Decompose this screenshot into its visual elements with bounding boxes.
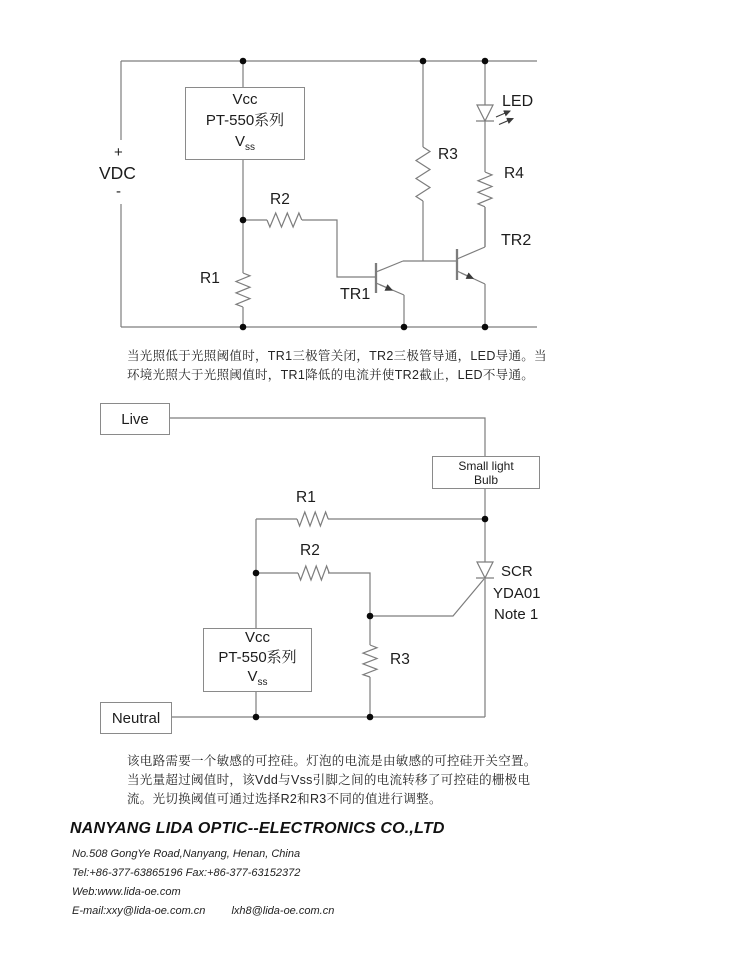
c1-r2-to-tr1-wire: [302, 220, 375, 277]
c2-live-wire: [168, 418, 485, 456]
scr-symbol-triangle: [477, 562, 493, 578]
chip-vss-sub: ss: [245, 142, 255, 153]
junction-dot: [482, 58, 489, 65]
bulb-label-line2: Bulb: [473, 472, 499, 487]
scr-part-number: YDA01: [493, 585, 541, 602]
live-terminal-box: [100, 403, 170, 435]
scr-label: SCR: [501, 563, 533, 580]
c2-scr-gate-wire: [370, 579, 484, 616]
chip-series-label: PT-550系列: [205, 112, 285, 129]
company-address: No.508 GongYe Road,Nanyang, Henan, China: [72, 848, 301, 860]
c1-r1-label: R1: [200, 270, 220, 287]
vdc-label: VDC: [99, 163, 136, 183]
company-name: NANYANG LIDA OPTIC--ELECTRONICS CO.,LTD: [70, 820, 445, 837]
junction-dot: [420, 58, 427, 65]
junction-dot: [240, 324, 247, 331]
resistor-r4-symbol: [478, 172, 492, 207]
c2-r1-label: R1: [296, 489, 316, 506]
transistor-tr2-collector: [457, 247, 485, 259]
led-emission-arrow-1: [496, 111, 510, 117]
pt550-chip-box-1: [185, 87, 305, 160]
resistor-r2-symbol: [267, 213, 302, 227]
c2-description-line3: 流。光切换阈值可通过选择R2和R3不同的值进行调整。: [127, 792, 442, 806]
transistor-tr1-emitter-arrow: [380, 285, 392, 290]
c1-r4-label: R4: [504, 165, 524, 182]
junction-dot: [240, 58, 247, 65]
chip-vss-main: V: [247, 668, 258, 685]
vdc-minus-label: -: [116, 183, 121, 200]
c2-description-line1: 该电路需要一个敏感的可控硅。灯泡的电流是由敏感的可控硅开关空置。: [127, 754, 537, 768]
chip-vss-label: [247, 668, 267, 691]
c2-r2-right-wire: [328, 573, 370, 616]
c1-r3-label: R3: [438, 146, 458, 163]
small-light-bulb-box: [432, 456, 540, 489]
live-label: Live: [121, 410, 149, 428]
resistor-r3-symbol-2: [363, 645, 377, 677]
c1-description-line1: 当光照低于光照阈值时，TR1三极管关闭，TR2三极管导通，LED导通。当: [127, 349, 547, 363]
junction-dot: [482, 516, 489, 523]
c1-description-line2: 环境光照大于光照阈值时，TR1降低的电流并使TR2截止，LED不导通。: [127, 368, 535, 382]
pt550-chip-box-2: [203, 628, 312, 692]
led-symbol-triangle: [477, 105, 493, 121]
junction-dot: [240, 217, 247, 224]
chip-vcc-label: Vcc: [244, 629, 270, 646]
chip-series-label: PT-550系列: [218, 649, 297, 666]
junction-dot: [253, 714, 260, 721]
transistor-tr1-collector: [376, 261, 403, 272]
c1-r2-label: R2: [270, 191, 290, 208]
resistor-r2-symbol-2: [298, 566, 329, 580]
bulb-label-line1: Small light: [458, 458, 514, 473]
c1-tr1-label: TR1: [340, 286, 371, 303]
transistor-tr2-emitter-arrow: [461, 273, 473, 279]
company-tel-fax: Tel:+86-377-63865196 Fax:+86-377-63152372: [72, 867, 301, 879]
led-emission-arrow-2: [499, 119, 513, 125]
scr-note-label: Note 1: [494, 606, 539, 623]
chip-vcc-label: Vcc: [232, 91, 258, 108]
company-email-2: lxh8@lida-oe.com.cn: [231, 905, 335, 917]
c2-r2-label: R2: [300, 542, 320, 559]
neutral-terminal-box: [100, 702, 172, 734]
chip-vss-sub: ss: [257, 677, 268, 688]
company-email-line: [72, 905, 334, 917]
vdc-plus-label: +: [114, 144, 123, 161]
neutral-label: Neutral: [111, 709, 161, 727]
junction-dot: [253, 570, 260, 577]
resistor-r1-symbol: [236, 273, 250, 307]
resistor-r3-symbol: [416, 147, 430, 201]
junction-dot: [482, 324, 489, 331]
junction-dot: [367, 714, 374, 721]
c2-r3-label: R3: [390, 651, 410, 668]
c1-tr2-label: TR2: [501, 232, 532, 249]
c1-led-label: LED: [502, 93, 534, 110]
c2-description-line2: 当光量超过阈值时，该Vdd与Vss引脚之间的电流转移了可控硅的栅极电: [127, 773, 531, 787]
company-website: Web:www.lida-oe.com: [72, 886, 181, 898]
junction-dot: [401, 324, 408, 331]
chip-vss-label: [235, 132, 255, 157]
company-email-1: E-mail:xxy@lida-oe.com.cn: [72, 905, 206, 917]
resistor-r1-symbol-2: [297, 512, 328, 526]
chip-vss-main: V: [234, 133, 245, 150]
circuit1-wires: [121, 61, 537, 327]
junction-dot: [367, 613, 374, 620]
